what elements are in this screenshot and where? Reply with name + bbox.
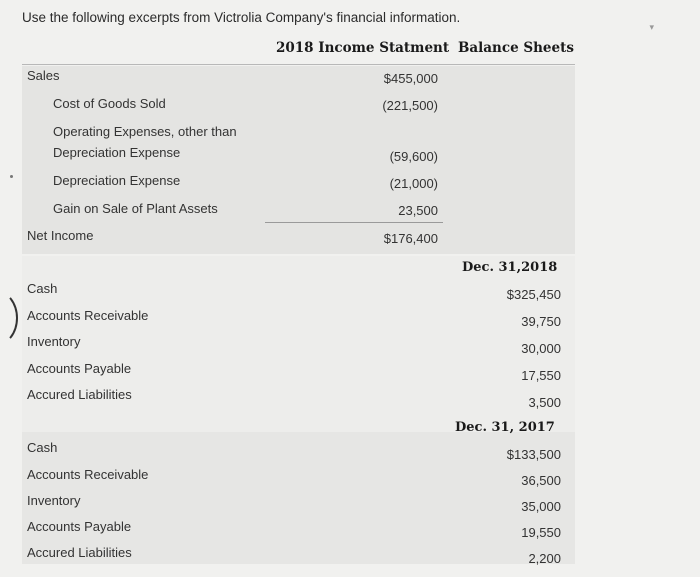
date-header-2017: Dec. 31, 2017	[455, 420, 555, 435]
header-divider	[22, 64, 575, 65]
row-label-inventory-2017: Inventory	[27, 493, 81, 508]
stray-dot	[10, 175, 13, 178]
sum-divider	[265, 222, 443, 223]
value-ar-2017: 36,500	[521, 473, 561, 488]
row-label-cash-2017: Cash	[27, 440, 58, 455]
value-accrued-2017: 2,200	[528, 551, 561, 566]
row-label-ap-2017: Accounts Payable	[27, 519, 132, 534]
value-net-income: $176,400	[383, 231, 438, 246]
row-label-accrued-2017: Accured Liabilities	[27, 545, 132, 560]
income-statement-header: 2018 Income Statment	[276, 40, 450, 56]
value-opex: (59,600)	[389, 149, 438, 164]
row-label-opex-line2: Depreciation Expense	[53, 145, 181, 160]
date-header-2018: Dec. 31,2018	[462, 260, 558, 275]
value-ap-2017: 19,550	[521, 525, 561, 540]
row-label-sales: Sales	[27, 68, 60, 83]
value-depreciation: (21,000)	[389, 176, 438, 191]
value-inventory-2018: 30,000	[521, 341, 561, 356]
row-label-depreciation: Depreciation Expense	[53, 173, 181, 188]
row-label-cash-2018: Cash	[27, 281, 58, 296]
value-gain-sale: 23,500	[398, 203, 438, 218]
value-cash-2017: $133,500	[506, 447, 561, 462]
balance-sheets-header: Balance Sheets	[458, 40, 574, 56]
value-cogs: (221,500)	[382, 98, 438, 113]
intro-text: Use the following excerpts from Victrolia Company's financial information.	[22, 10, 461, 25]
value-ar-2018: 39,750	[521, 314, 561, 329]
row-label-ar-2018: Accounts Receivable	[27, 308, 149, 323]
value-cash-2018: $325,450	[506, 287, 561, 302]
value-inventory-2017: 35,000	[521, 499, 561, 514]
row-label-ap-2018: Accounts Payable	[27, 361, 132, 376]
row-label-inventory-2018: Inventory	[27, 334, 81, 349]
value-ap-2018: 17,550	[521, 368, 561, 383]
row-label-gain-sale: Gain on Sale of Plant Assets	[53, 201, 218, 216]
balance-2018-section	[22, 256, 575, 432]
row-label-ar-2017: Accounts Receivable	[27, 467, 149, 482]
edge-arc	[0, 290, 18, 346]
row-label-net-income: Net Income	[27, 228, 94, 243]
corner-mark-icon: ▾	[649, 22, 654, 32]
value-accrued-2018: 3,500	[528, 395, 561, 410]
value-sales: $455,000	[383, 71, 438, 86]
income-statement-section	[22, 66, 575, 254]
row-label-opex-line1: Operating Expenses, other than	[53, 124, 237, 139]
row-label-cogs: Cost of Goods Sold	[53, 96, 166, 111]
row-label-accrued-2018: Accured Liabilities	[27, 387, 132, 402]
